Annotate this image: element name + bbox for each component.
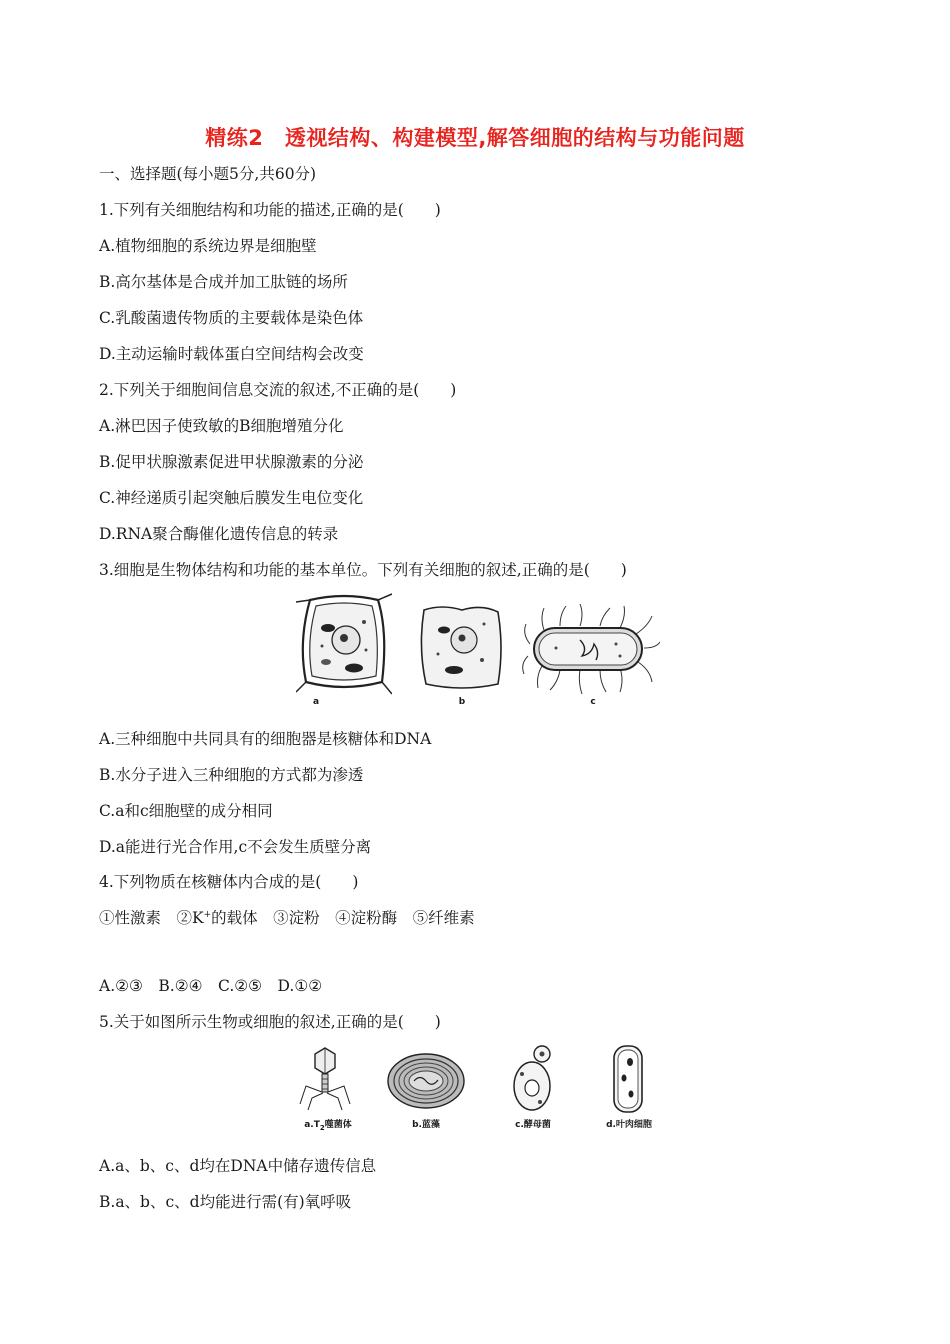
q1-option-d: D.主动运输时载体蛋白空间结构会改变 (99, 345, 364, 363)
q3-stem: 3.细胞是生物体结构和功能的基本单位。下列有关细胞的叙述,正确的是( ) (99, 561, 627, 579)
q4-options: A.②③ B.②④ C.②⑤ D.①② (99, 977, 323, 995)
q3-option-a: A.三种细胞中共同具有的细胞器是核糖体和DNA (99, 730, 432, 748)
cyanobacterium-figure (386, 1052, 466, 1110)
fig-label-c: c (590, 697, 596, 707)
q5-stem: 5.关于如图所示生物或细胞的叙述,正确的是( ) (99, 1013, 441, 1031)
q2-option-b: B.促甲状腺激素促进甲状腺激素的分泌 (99, 453, 364, 471)
phage-figure (298, 1046, 352, 1110)
q3-option-b: B.水分子进入三种细胞的方式都为渗透 (99, 766, 364, 784)
fig-label-a: a (312, 697, 320, 707)
q4-stem: 4.下列物质在核糖体内合成的是( ) (99, 873, 359, 891)
bacterium-figure (520, 604, 660, 696)
q4-items-pre: ①性激素 ②K (99, 909, 204, 927)
fig-caption-d: d.叶肉细胞 (606, 1120, 652, 1130)
q2-option-c: C.神经递质引起突触后膜发生电位变化 (99, 489, 364, 507)
q1-stem: 1.下列有关细胞结构和功能的描述,正确的是( ) (99, 201, 441, 219)
q2-option-d: D.RNA聚合酶催化遗传信息的转录 (99, 525, 339, 543)
q1-option-b: B.高尔基体是合成并加工肽链的场所 (99, 273, 348, 291)
q3-option-d: D.a能进行光合作用,c不会发生质壁分离 (99, 838, 372, 856)
cap-a-post: 噬菌体 (324, 1120, 352, 1130)
cap-a-pre: a.T (304, 1120, 320, 1130)
cap-a-sub: 2 (319, 1123, 325, 1132)
fig-label-b: b (458, 697, 466, 707)
q1-option-c: C.乳酸菌遗传物质的主要载体是染色体 (99, 309, 364, 327)
q5-option-a: A.a、b、c、d均在DNA中储存遗传信息 (99, 1157, 377, 1175)
q1-option-a: A.植物细胞的系统边界是细胞壁 (99, 237, 317, 255)
section-heading: 一、选择题(每小题5分,共60分) (99, 165, 317, 183)
animal-cell-figure (418, 604, 504, 692)
q4-items (99, 908, 475, 928)
yeast-figure (510, 1044, 556, 1112)
fig-caption-a (293, 1117, 363, 1132)
page-title: 精练2 透视结构、构建模型,解答细胞的结构与功能问题 (205, 126, 745, 150)
q5-option-b: B.a、b、c、d均能进行需(有)氧呼吸 (99, 1193, 352, 1211)
q2-stem: 2.下列关于细胞间信息交流的叙述,不正确的是( ) (99, 381, 457, 399)
q4-items-sup: + (203, 909, 212, 920)
plant-cell-figure (296, 592, 392, 696)
q2-option-a: A.淋巴因子使致敏的B细胞增殖分化 (99, 417, 344, 435)
leaf-cell-figure (612, 1044, 644, 1114)
fig-caption-b: b.蓝藻 (412, 1120, 440, 1130)
q3-option-c: C.a和c细胞壁的成分相同 (99, 802, 273, 820)
q4-items-post: 的载体 ③淀粉 ④淀粉酶 ⑤纤维素 (211, 909, 475, 927)
fig-caption-c: c.酵母菌 (515, 1120, 551, 1130)
